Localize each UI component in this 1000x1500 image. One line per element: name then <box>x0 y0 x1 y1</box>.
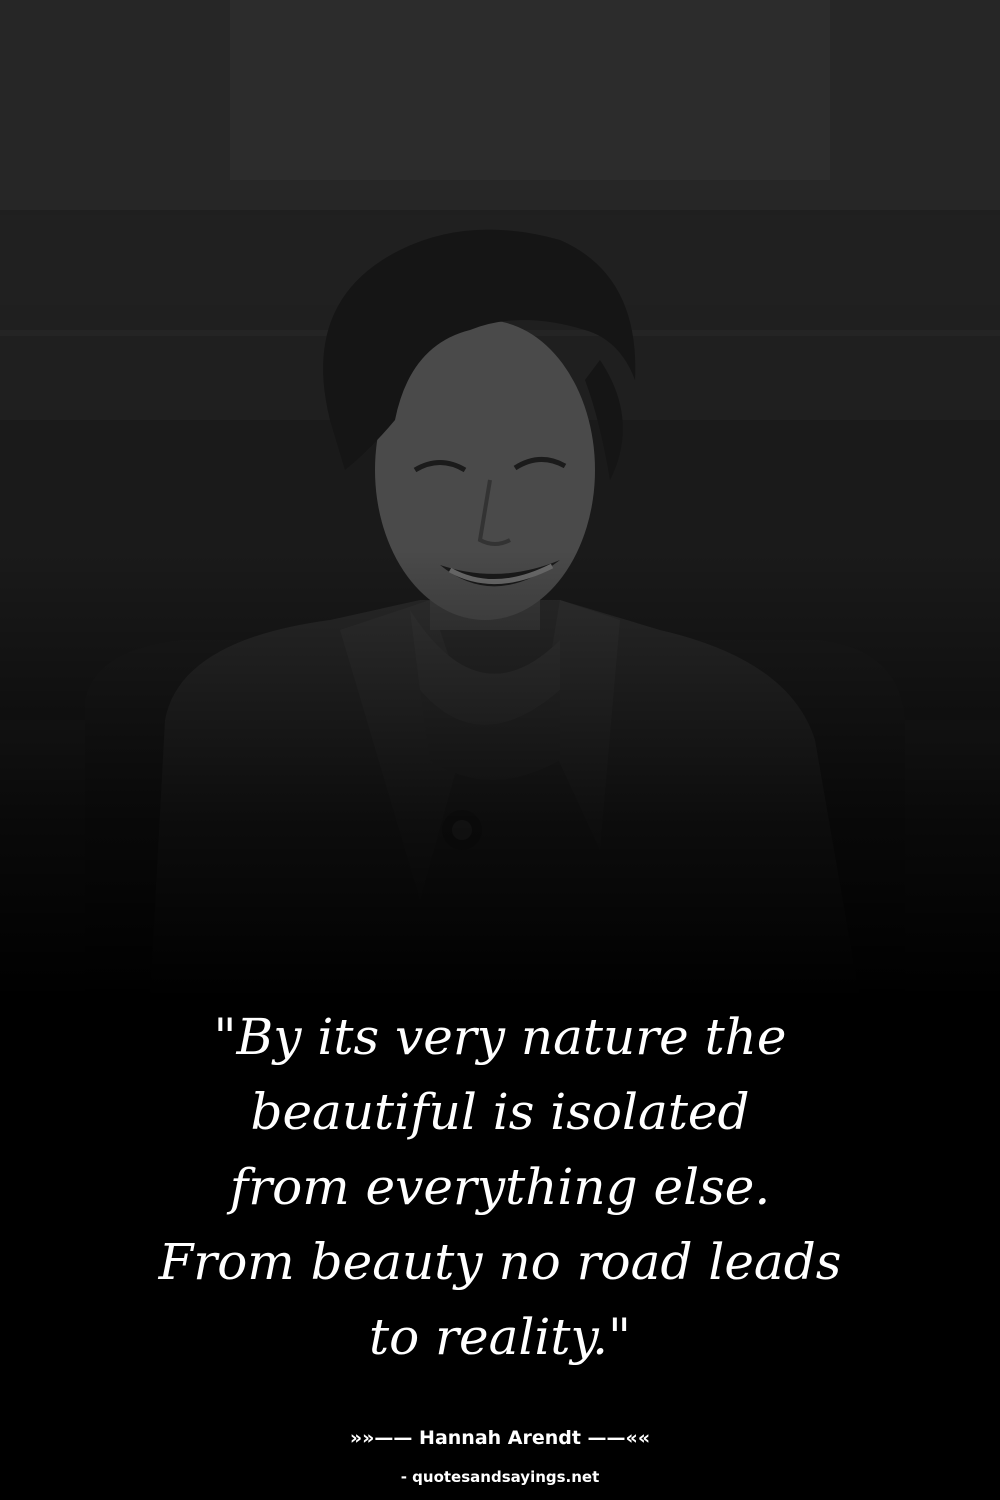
author-attribution: »»—— Hannah Arendt ——«« <box>349 1427 651 1449</box>
quote-line: to reality." <box>369 1308 631 1366</box>
quote-text <box>90 1000 910 1375</box>
quote-line: From beauty no road leads <box>158 1233 842 1291</box>
quote-line: "By its very nature the <box>213 1008 787 1066</box>
quote-line: beautiful is isolated <box>250 1083 750 1141</box>
source-credit: - quotesandsayings.net <box>400 1468 600 1486</box>
quote-line: from everything else. <box>229 1158 771 1216</box>
